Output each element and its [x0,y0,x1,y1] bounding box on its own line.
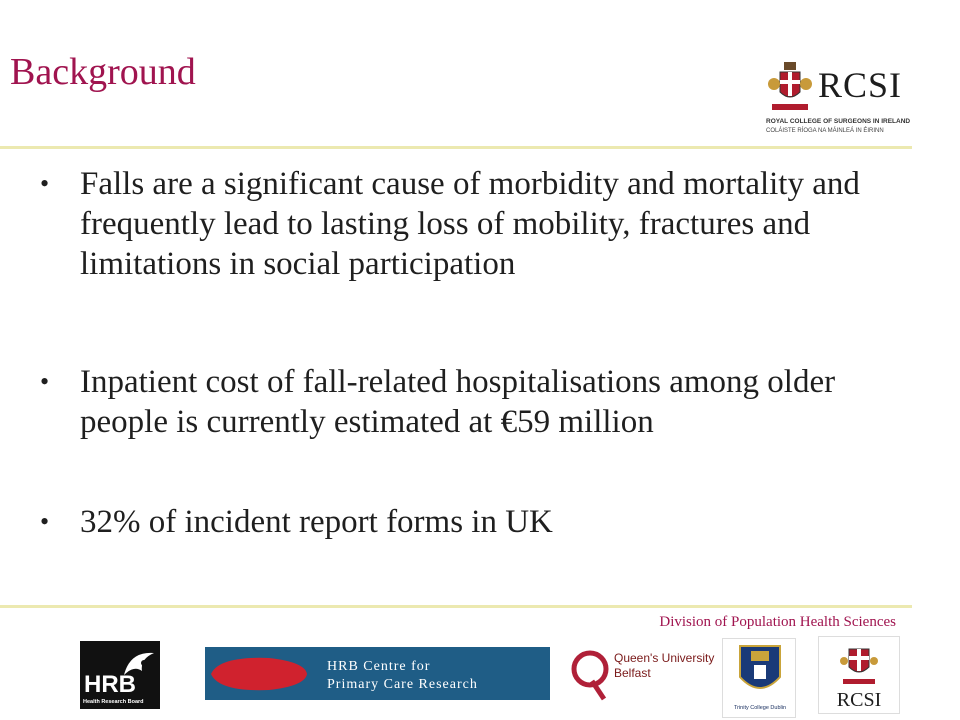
qub-q-icon [570,647,610,701]
hrb-logo [80,641,160,709]
bullet-marker: • [40,367,50,396]
rcsi-crest-icon [839,641,879,687]
hrb-centre-line1: HRB Centre for [327,659,431,674]
header-divider [0,146,912,149]
bullet-item [40,502,930,542]
qub-line1: Queen's University [614,651,715,665]
red-brush-icon [209,654,309,694]
qub-line2: Belfast [614,666,651,680]
hrb-name: HRB [84,671,136,698]
division-label: Division of Population Health Sciences [659,614,896,630]
hrb-centre-line2: Primary Care Research [327,677,478,692]
hrb-subtitle: Health Research Board [83,699,144,705]
bullet-item [40,164,930,284]
bullet-list [40,164,930,542]
bullet-text: 32% of incident report forms in UK [80,504,553,540]
bullet-item [40,362,930,442]
rcsi-footer-logo [818,636,900,714]
rcsi-name-irish: COLÁISTE RÍOGA NA MÁINLEÁ IN ÉIRINN [766,128,884,134]
rcsi-crest-icon [766,58,814,116]
bullet-text: Inpatient cost of fall-related hospitalisations among older people is currently estimated at €59 million [80,364,836,440]
rcsi-footer-acronym: RCSI [836,689,882,711]
bullet-marker: • [40,169,50,198]
bullet-marker: • [40,507,50,536]
rcsi-header-logo [766,58,911,138]
bullet-text: Falls are a significant cause of morbidity and mortality and frequently lead to lasting loss of mobility, fractures and limitations in social participation [80,166,860,282]
qub-logo [570,645,715,703]
tcd-logo [722,638,796,718]
rcsi-acronym: RCSI [818,65,903,105]
hrb-centre-logo [205,647,550,700]
rcsi-name-english: ROYAL COLLEGE OF SURGEONS IN IRELAND [766,118,911,125]
footer-divider [0,605,912,608]
tcd-shield-icon [737,643,783,701]
tcd-name: Trinity College Dublin [733,705,787,711]
slide-title: Background [10,51,196,93]
